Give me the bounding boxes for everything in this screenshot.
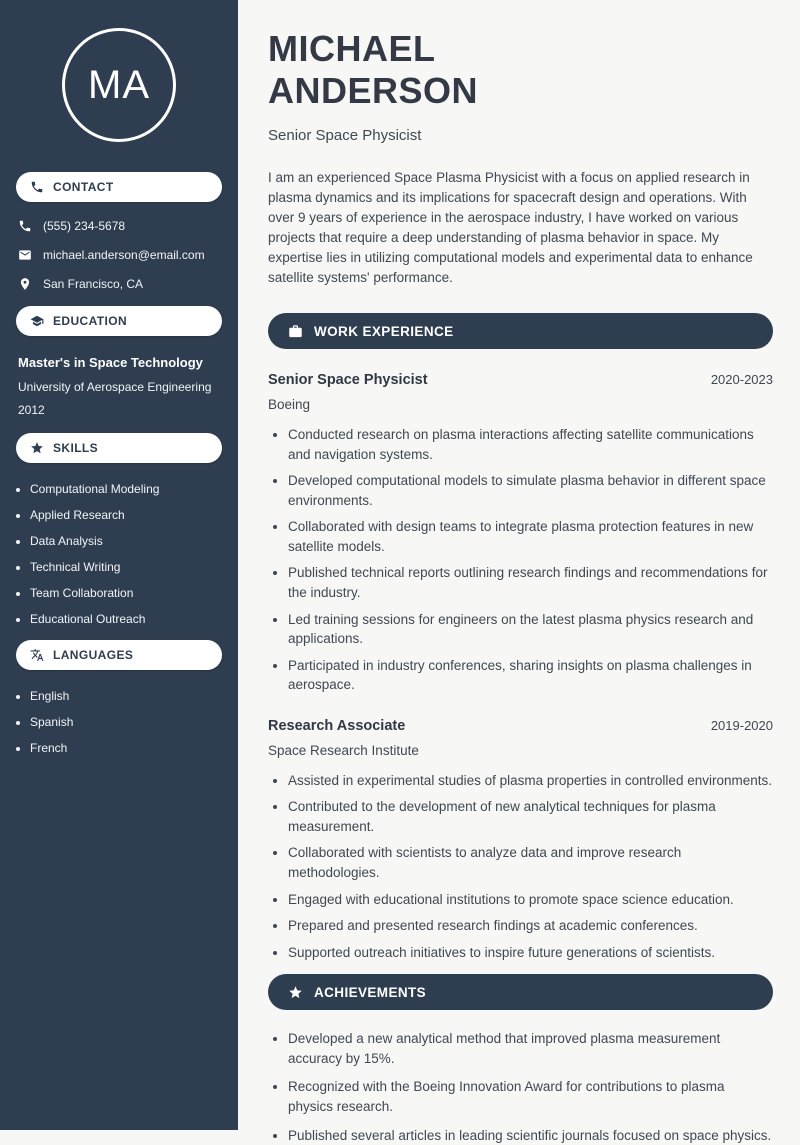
contact-row-phone [0, 219, 238, 233]
bullet-item: • Contributed to the development of new analytical techniques for plasma measurement. [288, 797, 773, 836]
location-icon [18, 277, 32, 291]
bullet-item: • Participated in industry conferences, sharing insights on plasma challenges in aerospace. [288, 656, 773, 695]
location-value: San Francisco, CA [43, 277, 144, 291]
education-degree: Master's in Space Technology [18, 355, 203, 370]
job-head [268, 372, 773, 388]
skill-item: • Applied Research [30, 508, 222, 522]
email-icon [18, 248, 32, 262]
education-header [16, 306, 222, 336]
achievement-item: • Recognized with the Boeing Innovation Award for contributions to plasma physics research. [288, 1077, 773, 1116]
contact-row-location [0, 277, 238, 291]
achievement-item: • Published several articles in leading scientific journals focused on space physics. [288, 1126, 773, 1145]
contact-header [16, 172, 222, 202]
email-value: michael.anderson@email.com [43, 248, 205, 262]
achievement-item: • Developed a new analytical method that improved plasma measurement accuracy by 15%. [288, 1029, 773, 1068]
bullet-item: • Collaborated with design teams to integrate plasma protection features in new satellite models. [288, 517, 773, 556]
languages-list [0, 687, 238, 755]
education-entry [0, 353, 238, 417]
education-year: 2012 [18, 402, 45, 417]
job-period: 2019-2020 [710, 717, 773, 733]
education-school: University of Aerospace Engineering [18, 380, 212, 394]
contact-section [0, 172, 238, 291]
job-period: 2020-2023 [710, 372, 773, 388]
star-icon [288, 985, 303, 1000]
bullet-item: • Supported outreach initiatives to inspire future generations of scientists. [288, 943, 773, 963]
achievements-header-label: ACHIEVEMENTS [314, 984, 427, 1000]
job-company: Boeing [268, 397, 311, 413]
briefcase-icon [288, 324, 303, 339]
job-title: Senior Space Physicist [268, 372, 428, 389]
name-line1: MICHAEL [268, 28, 436, 69]
achievements-header [268, 974, 773, 1010]
skill-item: • Computational Modeling [30, 482, 222, 496]
bullet-item: • Collaborated with scientists to analyze data and improve research methodologies. [288, 843, 773, 882]
bullet-item: • Assisted in experimental studies of plasma properties in controlled environments. [288, 771, 773, 791]
skills-header [16, 433, 222, 463]
languages-header-label: LANGUAGES [53, 647, 134, 662]
summary-paragraph: I am an experienced Space Plasma Physicist with a focus on applied research in plasma dynamics and its implications for spacecraft design and operations. With over 9 years of experience in the aerospace industry, I have worked on various projects that require a deep understanding of plasma behavior in space. My expertise lies in utilizing computational models and experimental data to enhance satellite systems' performance. [268, 170, 753, 286]
translate-icon [30, 648, 44, 662]
phone-icon [18, 219, 32, 233]
language-item: • English [30, 689, 222, 703]
avatar [62, 28, 176, 142]
language-item: • French [30, 741, 222, 755]
skills-list [0, 480, 238, 626]
main-content [238, 0, 800, 1143]
graduation-cap-icon [30, 314, 44, 328]
avatar-initials: MA [88, 62, 150, 107]
bullet-item: • Led training sessions for engineers on the latest plasma physics research and applications. [288, 610, 773, 649]
languages-header [16, 640, 222, 670]
bullet-item: • Conducted research on plasma interactions affecting satellite communications and navigation systems. [288, 425, 773, 464]
skill-item: • Team Collaboration [30, 586, 222, 600]
languages-section [0, 640, 238, 755]
name-line2: ANDERSON [268, 70, 479, 112]
skill-item: • Technical Writing [30, 560, 222, 574]
education-header-label: EDUCATION [53, 314, 128, 328]
job-entry [268, 718, 773, 963]
work-experience-header [268, 313, 773, 349]
bullet-item: • Developed computational models to simulate plasma behavior in different space environments. [288, 471, 773, 510]
education-section [0, 306, 238, 417]
skill-item: • Educational Outreach [30, 612, 222, 626]
bullet-item: • Published technical reports outlining research findings and recommendations for the industry. [288, 563, 773, 602]
contact-row-email [0, 248, 238, 262]
skills-header-label: SKILLS [53, 440, 99, 455]
work-experience-header-label: WORK EXPERIENCE [314, 323, 454, 339]
job-title: Research Associate [268, 717, 406, 734]
page-title [268, 28, 773, 112]
phone-value: (555) 234-5678 [43, 219, 126, 233]
achievements-list [268, 1029, 773, 1145]
contact-header-label: CONTACT [53, 180, 114, 194]
star-icon [30, 441, 44, 455]
job-bullets [268, 425, 773, 695]
job-head [268, 718, 773, 734]
job-entry [268, 372, 773, 695]
job-bullets [268, 771, 773, 963]
skill-item: • Data Analysis [30, 534, 222, 548]
phone-icon [30, 180, 44, 194]
bullet-item: • Engaged with educational institutions to promote space science education. [288, 890, 773, 910]
bullet-item: • Prepared and presented research findings at academic conferences. [288, 916, 773, 936]
job-company: Space Research Institute [268, 742, 419, 758]
skills-section [0, 433, 238, 626]
sidebar [0, 0, 238, 1130]
job-subtitle: Senior Space Physicist [268, 127, 422, 145]
language-item: • Spanish [30, 715, 222, 729]
